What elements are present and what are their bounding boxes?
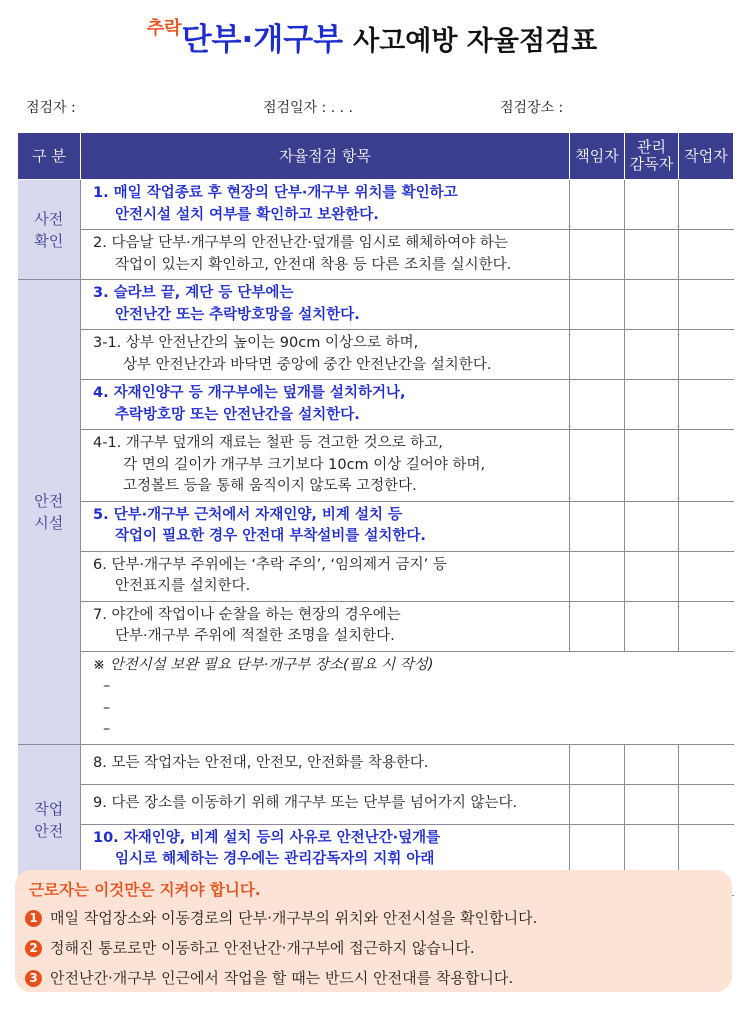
item-line: 3. 슬라브 끝, 계단 등 단부에는 <box>93 285 294 301</box>
number-badge-icon: 3 <box>25 970 42 987</box>
item-line: 5. 단부·개구부 근처에서 자재인양, 비계 설치 등 <box>93 506 403 523</box>
supervisor-check-box[interactable] <box>625 784 679 824</box>
table-row <box>18 430 734 502</box>
worker-rule-text: 안전난간·개구부 인근에서 작업을 할 때는 반드시 안전대를 착용합니다. <box>50 969 514 987</box>
item-line: 1. 매일 작업종료 후 현장의 단부·개구부 위치를 확인하고 <box>93 185 458 201</box>
table-row <box>18 380 734 430</box>
item-line: 작업이 필요한 경우 안전대 부착설비를 설치한다. <box>115 528 426 544</box>
supervisor-check-box[interactable] <box>625 744 679 784</box>
checklist-item <box>81 380 570 430</box>
item-line: 추락방호망 또는 안전난간을 설치한다. <box>115 406 360 423</box>
item-line: 2. 다음날 단부·개구부의 안전난간·덮개를 임시로 해체하여야 하는 <box>93 235 508 251</box>
category-label: 사전 <box>34 209 64 228</box>
item-line: 안전난간 또는 추락방호망을 설치한다. <box>115 306 360 323</box>
table-row <box>18 330 734 380</box>
title-main: 단부·개구부 <box>181 22 344 58</box>
supervisor-check-box[interactable] <box>625 180 679 230</box>
item-line: 작업이 있는지 확인하고, 안전대 착용 등 다른 조치를 실시한다. <box>115 256 512 273</box>
worker-check-box[interactable] <box>679 180 734 230</box>
supervisor-check-box[interactable] <box>625 280 679 330</box>
table-row <box>18 784 734 824</box>
header-supervisor-line1: 관리 <box>637 138 666 156</box>
note-line: ※ 안전시설 보완 필요 단부·개구부 장소(필요 시 작성) <box>93 656 434 673</box>
checklist-item <box>81 551 570 601</box>
item-line: 임시로 해체하는 경우에는 관리감독자의 지휘 아래 <box>115 851 435 867</box>
supervisor-check-box[interactable] <box>625 430 679 502</box>
table-row <box>18 280 734 330</box>
worker-rule-item <box>25 967 513 988</box>
item-line: 3-1. 상부 안전난간의 높이는 90cm 이상으로 하며, <box>93 335 419 351</box>
checklist-item <box>81 744 570 784</box>
header-category: 구 분 <box>18 133 81 180</box>
responsible-check-box[interactable] <box>570 330 625 380</box>
checklist-item <box>81 330 570 380</box>
responsible-check-box[interactable] <box>570 551 625 601</box>
item-line: 단부·개구부 주위에 적절한 조명을 설치한다. <box>115 628 395 644</box>
supervisor-check-box[interactable] <box>625 501 679 551</box>
responsible-check-box[interactable] <box>570 380 625 430</box>
responsible-check-box[interactable] <box>570 280 625 330</box>
header-items: 자율점검 항목 <box>81 133 570 180</box>
worker-rules-title: 근로자는 이것만은 지켜야 합니다. <box>29 881 261 899</box>
item-line: 7. 야간에 작업이나 순찰을 하는 현장의 경우에는 <box>93 606 401 623</box>
category-label: 확인 <box>34 231 64 250</box>
table-row <box>18 651 734 744</box>
table-row <box>18 551 734 601</box>
responsible-check-box[interactable] <box>570 784 625 824</box>
category-label: 작업 <box>34 799 64 818</box>
supervisor-check-box[interactable] <box>625 380 679 430</box>
item-line: 4. 자재인양구 등 개구부에는 덮개를 설치하거나, <box>93 385 406 401</box>
responsible-check-box[interactable] <box>570 501 625 551</box>
table-header-row <box>18 133 734 180</box>
table-row <box>18 230 734 280</box>
header-responsible: 책임자 <box>570 133 625 180</box>
supervisor-check-box[interactable] <box>625 330 679 380</box>
checklist-item <box>81 180 570 230</box>
supervisor-check-box[interactable] <box>625 230 679 280</box>
checklist-item <box>81 280 570 330</box>
item-line: 4-1. 개구부 덮개의 재료는 철판 등 견고한 것으로 하고, <box>93 435 443 451</box>
worker-check-box[interactable] <box>679 784 734 824</box>
table-row <box>18 501 734 551</box>
note-dash: – <box>103 721 111 737</box>
table-row <box>18 180 734 230</box>
worker-check-box[interactable] <box>679 744 734 784</box>
responsible-check-box[interactable] <box>570 430 625 502</box>
category-pre-check <box>18 180 81 280</box>
responsible-check-box[interactable] <box>570 230 625 280</box>
worker-rules-box <box>15 870 732 992</box>
item-line: 각 면의 길이가 개구부 크기보다 10cm 이상 길어야 하며, <box>123 456 486 473</box>
responsible-check-box[interactable] <box>570 744 625 784</box>
checklist-item <box>81 230 570 280</box>
responsible-check-box[interactable] <box>570 180 625 230</box>
note-dash: – <box>103 699 111 716</box>
checklist-item <box>81 501 570 551</box>
worker-rule-item <box>25 907 537 928</box>
title-prefix: 추락 <box>146 18 182 39</box>
supervisor-check-box[interactable] <box>625 551 679 601</box>
header-worker: 작업자 <box>679 133 734 180</box>
worker-check-box[interactable] <box>679 501 734 551</box>
worker-rule-text: 정해진 통로로만 이동하고 안전난간·개구부에 접근하지 않습니다. <box>50 939 475 957</box>
header-supervisor <box>625 133 679 180</box>
title-rest: 사고예방 자율점검표 <box>353 26 598 57</box>
item-line: 상부 안전난간과 바닥면 중앙에 중간 안전난간을 설치한다. <box>123 356 492 373</box>
item-line: 안전시설 설치 여부를 확인하고 보완한다. <box>115 206 379 223</box>
worker-rule-text: 매일 작업장소와 이동경로의 단부·개구부의 위치와 안전시설을 확인합니다. <box>50 909 538 927</box>
item-line: 6. 단부·개구부 주위에는 ‘추락 주의’, ‘임의제거 금지’ 등 <box>93 556 447 573</box>
table-row <box>18 744 734 784</box>
worker-check-box[interactable] <box>679 330 734 380</box>
header-supervisor-line2: 감독자 <box>629 155 674 173</box>
inspection-date-field[interactable]: 점검일자 : . . . <box>263 100 353 116</box>
responsible-check-box[interactable] <box>570 601 625 651</box>
category-label: 안전 <box>34 491 64 510</box>
checklist-item <box>81 784 570 824</box>
table-row <box>18 601 734 651</box>
worker-check-box[interactable] <box>679 280 734 330</box>
inspection-place-field[interactable]: 점검장소 : <box>500 100 564 116</box>
item-line: 10. 자재인양, 비계 설치 등의 사유로 안전난간·덮개를 <box>93 829 441 846</box>
worker-check-box[interactable] <box>679 601 734 651</box>
checklist-item <box>81 430 570 502</box>
item-line: 9. 다른 장소를 이동하기 위해 개구부 또는 단부를 넘어가지 않는다. <box>93 795 518 812</box>
note-dash: – <box>103 678 111 694</box>
worker-check-box[interactable] <box>679 430 734 502</box>
worker-rule-item <box>25 937 475 958</box>
item-line: 안전표지를 설치한다. <box>115 578 251 594</box>
item-line: 고정볼트 등을 통해 움직이지 않도록 고정한다. <box>123 478 417 494</box>
item-line: 8. 모든 작업자는 안전대, 안전모, 안전화를 착용한다. <box>93 755 429 772</box>
number-badge-icon: 1 <box>25 910 42 927</box>
worker-check-box[interactable] <box>679 380 734 430</box>
note-location-entry[interactable] <box>81 651 734 744</box>
document-title <box>0 14 744 59</box>
worker-check-box[interactable] <box>679 230 734 280</box>
number-badge-icon: 2 <box>25 940 42 957</box>
worker-check-box[interactable] <box>679 551 734 601</box>
category-safety-facility <box>18 280 81 745</box>
checklist-item <box>81 601 570 651</box>
inspector-field[interactable]: 점검자 : <box>26 100 76 116</box>
category-label: 안전 <box>34 821 64 840</box>
category-label: 시설 <box>34 513 64 532</box>
checklist-table <box>17 132 734 896</box>
supervisor-check-box[interactable] <box>625 601 679 651</box>
